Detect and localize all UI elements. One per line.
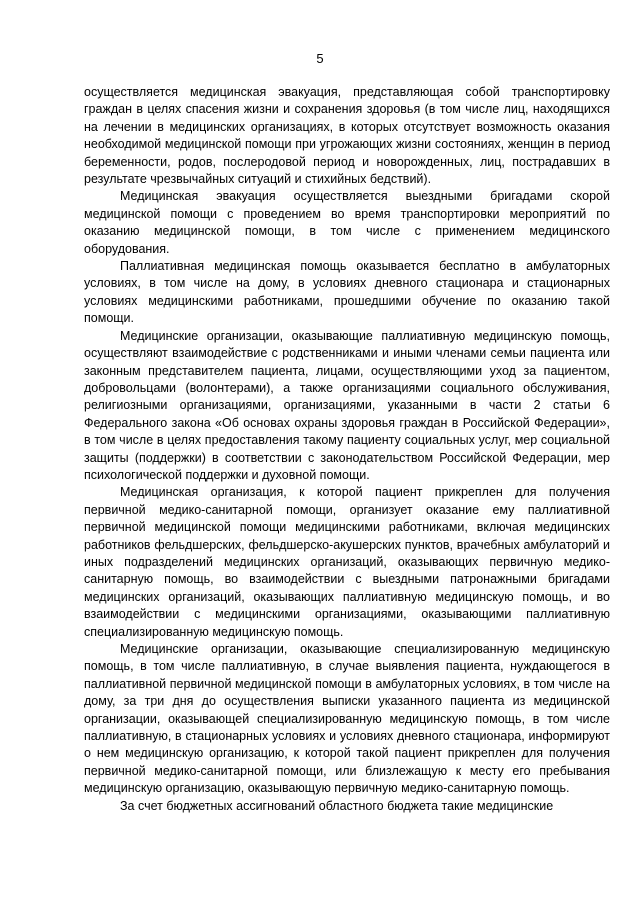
paragraph: осуществляется медицинская эвакуация, представляющая собой транспортировку граждан в целях спасения жизни и сохранения здоровья (в том числе лиц, находящихся на лечении в медицинских организациях, в которых отсутствует возможность оказания необходимой медицинской помощи при угрожающих жизни состояниях, женщин в период беременности, родов, послеродовой период и новорожденных, лиц, пострадавших в результате чрезвычайных ситуаций и стихийных бедствий).: [84, 85, 610, 187]
paragraph: Паллиативная медицинская помощь оказывается бесплатно в амбулаторных условиях, в том числе на дому, в условиях дневного стационара и стационарных условиях медицинскими работниками, прошедшими обучение по оказанию такой помощи.: [84, 259, 610, 326]
paragraph: Медицинская эвакуация осуществляется выездными бригадами скорой медицинской помощи с проведением во время транспортировки мероприятий по оказанию медицинской помощи, в том числе с применением медицинского оборудования.: [84, 189, 610, 256]
page-number: 5: [316, 51, 324, 66]
document-body: [84, 84, 610, 815]
paragraph: Медицинские организации, оказывающие паллиативную медицинскую помощь, осуществляют взаимодействие с родственниками и иными членами семьи пациента или законным представителем пациента, лицами, осуществляющими уход за пациентом, добровольцами (волонтерами), а также организациями социального обслуживания, религиозными организациями, организациями, указанными в части 2 статьи 6 Федерального закона «Об основах охраны здоровья граждан в Российской Федерации», в том числе в целях предоставления такому пациенту социальных услуг, мер социальной защиты (поддержки) в соответствии с законодательством Российской Федерации, мер психологической поддержки и духовной помощи.: [84, 328, 610, 482]
paragraph: Медицинские организации, оказывающие специализированную медицинскую помощь, в том числе паллиативную, в случае выявления пациента, нуждающегося в паллиативной первичной медицинской помощи в амбулаторных условиях, в том числе на дому, за три дня до осуществления выписки указанного пациента из медицинской организации, оказывающей специализированную медицинскую помощь, в том числе паллиативную, в стационарных условиях и условиях дневного стационара, информируют о нем медицинскую организацию, к которой такой пациент прикреплен для получения первичной медико-санитарной помощи, или близлежащую к месту его пребывания медицинскую организацию, оказывающую первичную медико-санитарную помощь.: [84, 642, 610, 796]
paragraph: За счет бюджетных ассигнований областного бюджета такие медицинские: [120, 798, 554, 813]
paragraph: Медицинская организация, к которой пациент прикреплен для получения первичной медико-санитарной помощи, организует оказание ему паллиативной первичной медицинской помощи медицинскими работниками, включая медицинских работников фельдшерских, фельдшерско-акушерских пунктов, врачебных амбулаторий и иных подразделений медицинских организаций, оказывающих первичную медико-санитарную помощь, во взаимодействии с выездными патронажными бригадами медицинских организаций, оказывающих паллиативную медицинскую помощь, и во взаимодействии с медицинскими организациями, оказывающими паллиативную специализированную медицинскую помощь.: [84, 485, 610, 639]
